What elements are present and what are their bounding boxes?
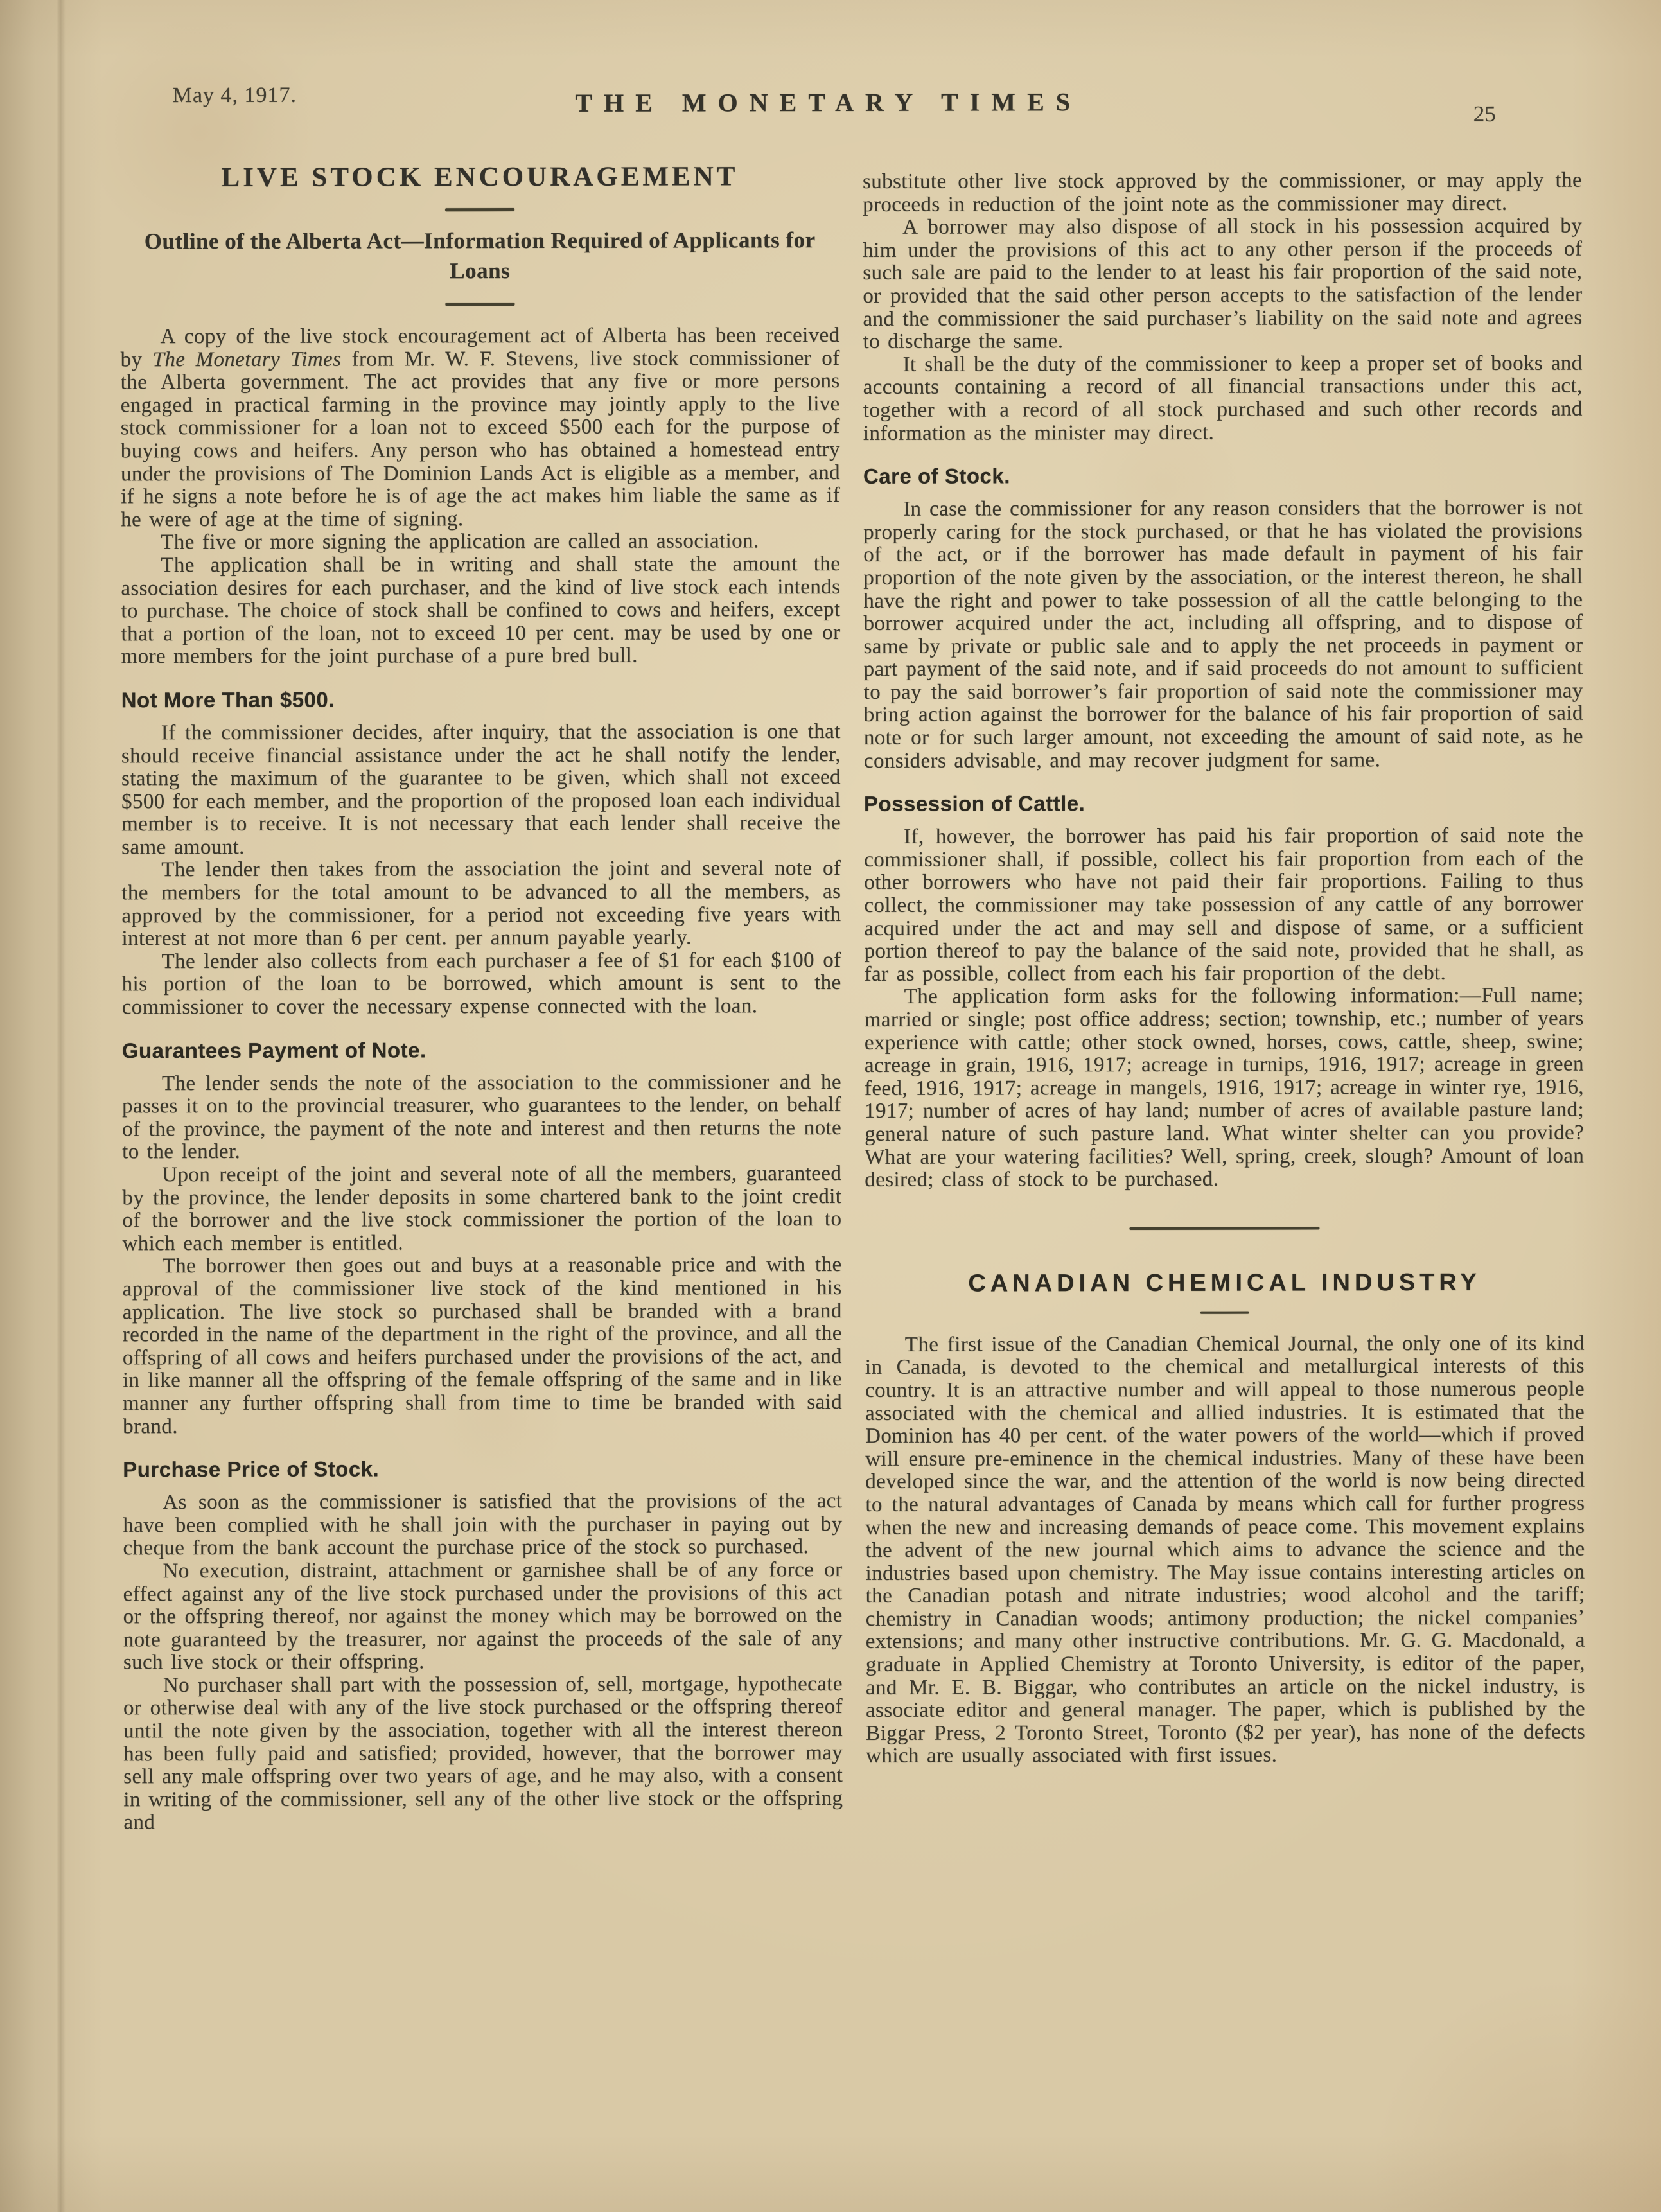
right-column-body [863, 170, 1585, 1768]
paragraph: In case the commissioner for any reason considers that the borrower is not properly caring for the stock purchased, or that he has violated the provisions of the act, or if the borrower has made default in payment of his fair proportion of the note given by the association, or the interest thereon, he shall have the right and power to take possession of all the cattle belonging to the borrower acquired under the act, including all offspring, and to dispose of same by private or public sale and to apply the net proceeds in payment or part payment of the said note, and if said proceeds do not amount to sufficient to pay the said borrower’s fair proportion of said note the commissioner may bring action against the borrower for the balance of his fair proportion of said note or for such larger amount, not exceeding the amount of said note, as he considers advisable, and may recover judgment for same. [863, 496, 1583, 773]
article-title-live-stock: LIVE STOCK ENCOURAGEMENT [221, 161, 739, 193]
paragraph-continuation: substitute other live stock approved by the commissioner, or may apply the proceeds in reduction of the joint note as the commissioner may direct. [862, 168, 1583, 216]
chemical-title-rule [1200, 1311, 1249, 1313]
paragraph-intro-text: A copy of the live stock encouragement act of Alberta has been received by [120, 323, 840, 371]
journal-name-italic: The Monetary Times [152, 347, 342, 371]
paragraph: No purchaser shall part with the possession of, sell, mortgage, hypothecate or otherwise deal with any of the live stock purchased or the offspring thereof until the note given by the association, together with all the interest thereon has been fully paid and satisfied; provided, however, that the borrower may sell any male offspring over two years of age, and he may also, with a consent in writing of the commissioner, sell any of the other live stock or the offspring and [123, 1672, 843, 1834]
paragraph: The application shall be in writing and shall state the amount the association desires for each purchaser, and the kind of live stock each intends to purchase. The choice of stock shall be confined to cows and heifers, except that a portion of the loan, not to exceed 10 per cent. may be used by one or more members for the joint purchase of a pure bred bull. [121, 552, 841, 669]
left-column [120, 161, 843, 1834]
paragraph: The application form asks for the following information:—Full name; married or single; post office address; section; township, etc.; number of years experience with cattle; other stock owned, horses, cows, cattle, sheep, swine; acreage in grain, 1916, 1917; acreage in turnips, 1916, 1917; acreage in green feed, 1916, 1917; acreage in mangels, 1916, 1917; acreage in winter rye, 1916, 1917; number of acres of hay land; number of acres of available pasture land; general nature of such pasture land. What winter shelter can you provide? What are your watering facilities? Well, spring, creek, slough? Amount of loan desired; class of stock to be purchased. [864, 983, 1585, 1192]
paragraph: The lender also collects from each purchaser a fee of $1 for each $100 of his portion of the loan to be borrowed, which amount is sent to the commissioner to cover the necessary expense connected with the loan. [121, 948, 841, 1019]
paragraph: No execution, distraint, attachment or garnishee shall be of any force or effect against any of the live stock purchased under the provisions of this act or the offspring thereof, nor against the money which may be borrowed on the note guaranteed by the treasurer, nor against the proceeds of the sale of any such live stock or their offspring. [123, 1558, 843, 1674]
paragraph: If the commissioner decides, after inquiry, that the association is one that should receive financial assistance under the act he shall notify the lender, stating the maximum of the guarantee to be given, which shall not exceed $500 for each member, and the proportion of the proposed loan each individual member is to receive. It is not necessary that each lender shall receive the same amount. [121, 719, 841, 859]
paragraph: Upon receipt of the joint and several note of all the members, guaranteed by the province, the lender deposits in some chartered bank to the joint credit of the borrower and the live stock commissioner the portion of the loan to which each member is entitled. [122, 1161, 842, 1256]
masthead-title: THE MONETARY TIMES [575, 87, 1082, 118]
article-subtitle: Outline of the Alberta Act—Information Required of Applicants for Loans [144, 227, 816, 284]
page-number: 25 [1473, 101, 1496, 127]
paragraph: It shall be the duty of the commissioner to keep a proper set of books and accounts containing a record of all financial transactions under this act, together with a record of all stock purchased and such other records and information as the minister may direct. [863, 351, 1583, 445]
section-heading-not-more-than-500: Not More Than $500. [121, 687, 335, 712]
paragraph: The lender sends the note of the association to the commissioner and he passes it on to the provincial treasurer, who guarantees to the lender, on behalf of the province, the payment of the note and interest and then returns the note to the lender. [121, 1070, 842, 1164]
article-title-chemical-industry: CANADIAN CHEMICAL INDUSTRY [968, 1268, 1481, 1297]
section-heading-purchase-price: Purchase Price of Stock. [123, 1457, 380, 1482]
paragraph: If, however, the borrower has paid his fair proportion of said note the commissioner shall, if possible, collect his fair proportion from each of the other borrowers who have not paid their fair proportions. Failing to thus collect, the commissioner may take possession of any cattle of any borrower acquired under the act and may sell and dispose of same, or a sufficient portion thereof to pay the balance of the said note, provided that he shall, as far as possible, collect from each his fair proportion of the debt. [864, 823, 1584, 986]
section-heading-guarantees-payment: Guarantees Payment of Note. [121, 1037, 426, 1062]
title-rule [445, 208, 514, 211]
section-heading-care-of-stock: Care of Stock. [863, 464, 1010, 489]
paragraph: As soon as the commissioner is satisfied that the provisions of the act have been complied with he shall join with the purchaser in paying out by cheque from the bank account the purchase price of the stock so purchased. [123, 1489, 843, 1560]
paragraph: The borrower then goes out and buys at a reasonable price and with the approval of the commissioner live stock of the kind mentioned in his application. The live stock so purchased shall be branded with a brand recorded in the name of the department in the right of the province, and all the offspring of all cows and heifers purchased under the provisions of the act, and in like manner all the offspring of the female offspring of the same and in like manner any further offspring shall from time to time be branded with said brand. [122, 1253, 843, 1438]
paragraph: A borrower may also dispose of all stock in his possession acquired by him under the provisions of this act to any other person if the proceeds of such sale are paid to the lender to at least his fair proportion of the said note, or provided that the said other person accepts to the satisfaction of the lender and the commissioner the said purchaser’s liability on the said note and agrees to discharge the same. [863, 214, 1583, 354]
issue-date: May 4, 1917. [172, 83, 297, 108]
subtitle-rule [445, 303, 514, 306]
paragraph: The five or more signing the application are called an association. [161, 529, 759, 554]
paragraph-intro [120, 324, 840, 532]
section-heading-possession-of-cattle: Possession of Cattle. [863, 791, 1085, 816]
paragraph-intro-text-cont: from Mr. W. F. Stevens, live stock commissioner of the Alberta government. The act provides that any five or more persons engaged in practical farming in the province may jointly apply to the live stock commissioner for a loan not to exceed $500 each for the purpose of buying cows and heifers. Any person who has obtained a homestead entry under the provisions of The Dominion Lands Act is eligible as a member, and if he signs a note before he is of age the act makes him liable the same as if he were of age at the time of signing. [120, 346, 841, 532]
left-column-body [120, 324, 843, 1834]
article-divider-rule [1129, 1227, 1319, 1230]
right-column [863, 170, 1585, 1768]
paragraph: The lender then takes from the association the joint and several note of the members for the total amount to be advanced to all the members, as approved by the commissioner, for a period not exceeding five years with interest at not more than 6 per cent. per annum payable yearly. [121, 857, 841, 951]
paragraph: The first issue of the Canadian Chemical Journal, the only one of its kind in Canada, is devoted to the chemical and metallurgical interests of this country. It is an attractive number and will appeal to those numerous people associated with the chemical and allied industries. It is estimated that the Dominion has 40 per cent. of the water powers of the world—which if proved will ensure pre-eminence in the chemical industries. Many of these have been developed since the war, and the attention of the world is now being directed to the natural advantages of Canada by means which call for further progress when the new and increasing demands of peace come. This movement explains the advent of the new journal which aims to advance the science and the industries based upon chemistry. The May issue contains interesting articles on the Canadian potash and nitrate industries; wood alcohol and the tariff; chemistry in Canadian woods; antimony production; the nickel companies’ extensions; and many other instructive contributions. Mr. G. G. Macdonald, a graduate in Applied Chemistry at Toronto University, is editor of the paper, and Mr. E. B. Biggar, who contributes an article on the nickel industry, is associate editor and general manager. The paper, which is published by the Biggar Press, 2 Toronto Street, Toronto ($2 per year), has none of the defects which are usually associated with first issues. [865, 1331, 1586, 1768]
